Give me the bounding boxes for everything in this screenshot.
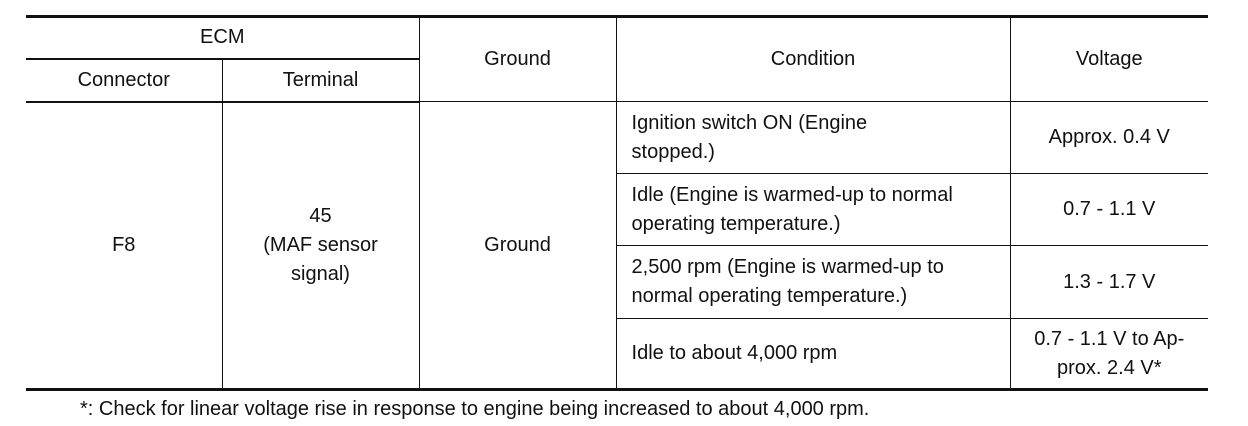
terminal-desc-line1: (MAF sensor xyxy=(263,233,378,256)
condition-cell xyxy=(616,246,1010,319)
ecm-inspection-table xyxy=(26,15,1208,391)
ecm-header: ECM xyxy=(26,17,419,59)
ground-cell: Ground xyxy=(419,102,616,390)
connector-header: Connector xyxy=(26,59,222,102)
voltage-line1: 1.3 - 1.7 V xyxy=(1063,270,1156,293)
condition-cell xyxy=(616,174,1010,246)
condition-cell xyxy=(616,319,1010,390)
table-row xyxy=(26,102,1208,174)
terminal-number: 45 xyxy=(309,204,332,227)
voltage-line2: prox. 2.4 V* xyxy=(1057,356,1162,379)
terminal-header: Terminal xyxy=(222,59,419,102)
condition-cell xyxy=(616,102,1010,174)
terminal-desc-line2: signal) xyxy=(291,262,350,285)
footnote: *: Check for linear voltage rise in response to engine being increased to about 4,000 rpm. xyxy=(80,398,870,420)
condition-header: Condition xyxy=(616,17,1010,102)
condition-line1: Ignition switch ON (Engine xyxy=(631,111,868,134)
condition-line2: stopped.) xyxy=(631,140,715,163)
voltage-line1: Approx. 0.4 V xyxy=(1048,126,1170,148)
voltage-line1: 0.7 - 1.1 V xyxy=(1063,198,1156,220)
condition-line1: Idle (Engine is warmed-up to normal xyxy=(631,183,953,206)
terminal-cell xyxy=(222,102,419,390)
voltage-line1: 0.7 - 1.1 V to Ap- xyxy=(1034,327,1185,350)
ground-header: Ground xyxy=(419,17,616,102)
voltage-header: Voltage xyxy=(1010,17,1208,102)
voltage-cell xyxy=(1010,319,1208,390)
voltage-cell xyxy=(1010,174,1208,246)
condition-line1: 2,500 rpm (Engine is warmed-up to xyxy=(631,256,944,278)
voltage-cell xyxy=(1010,102,1208,174)
condition-line2: operating temperature.) xyxy=(631,212,841,235)
condition-line1: Idle to about 4,000 rpm xyxy=(631,342,838,364)
connector-cell: F8 xyxy=(26,102,222,390)
voltage-cell xyxy=(1010,246,1208,319)
condition-line2: normal operating temperature.) xyxy=(631,285,908,307)
